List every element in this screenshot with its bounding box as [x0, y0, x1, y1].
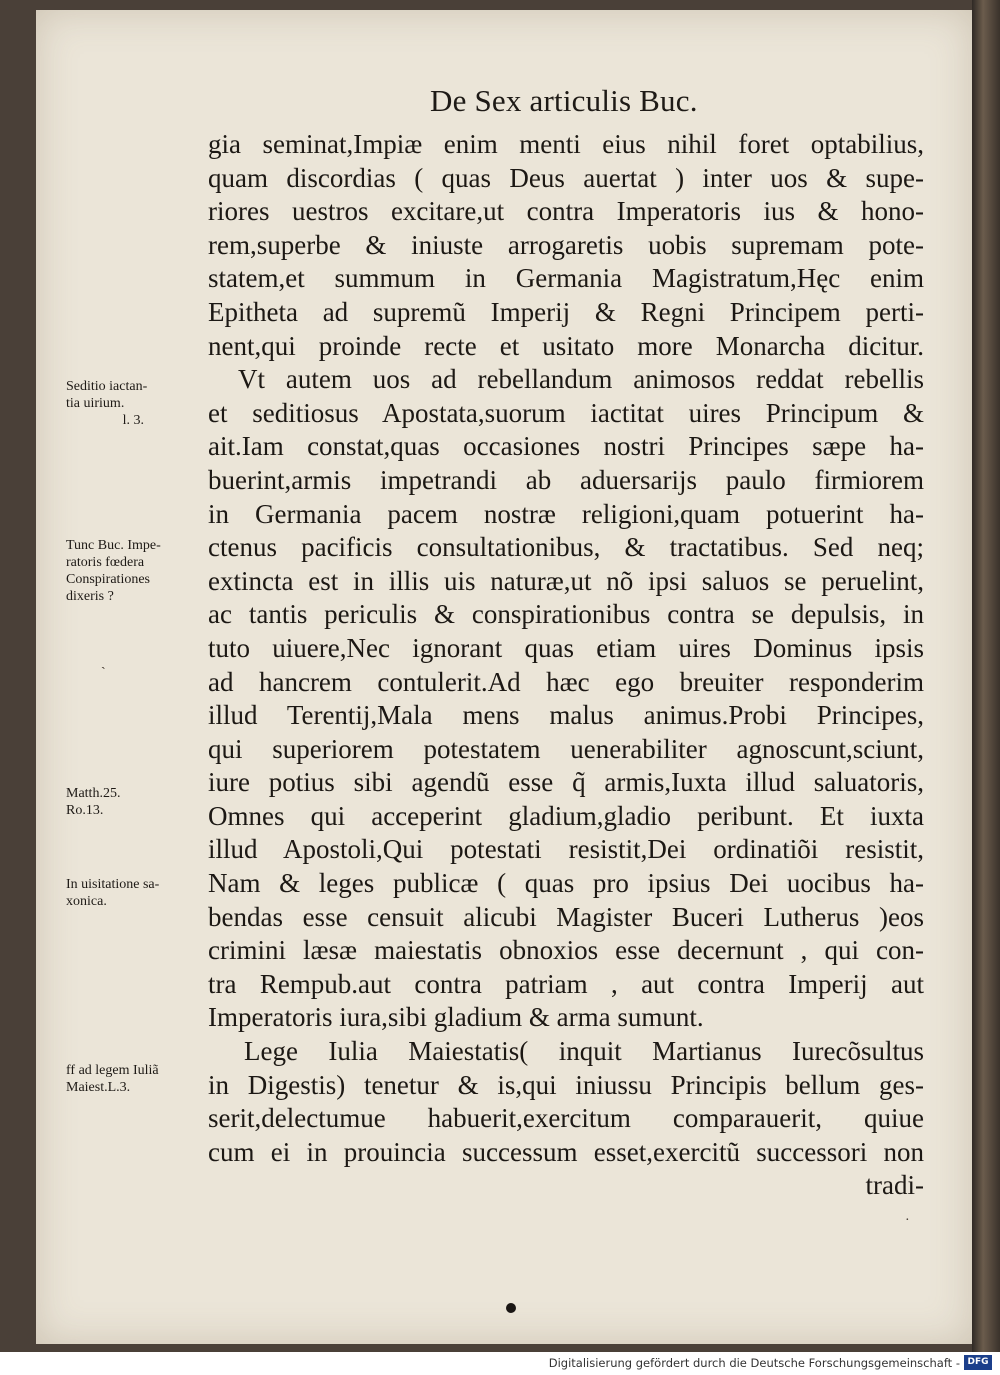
text-line: buerint,armis impetrandi ab aduersarijs paulo firmiorem [208, 464, 924, 495]
text-line: illud Apostoli,Qui potestati resistit,Dei ordinatiõi resistit, [208, 834, 924, 865]
marginal-line: ratoris fœdera [66, 555, 145, 570]
text-line: riores uestros excitare,ut contra Imperatoris ius & hono- [208, 196, 924, 227]
marginal-line: Maiest.L.3. [66, 1080, 131, 1095]
marginal-line: In uisitatione sa- [66, 877, 160, 892]
text-line: ac tantis periculis & conspirationibus contra se depulsis, in [208, 599, 924, 630]
ink-dot [506, 1303, 516, 1313]
running-head: De Sex articulis Buc. [430, 83, 698, 118]
marginal-line: ff ad legem Iuliã [66, 1063, 159, 1078]
marginal-line: Ro.13. [66, 803, 104, 818]
text-line: Omnes qui acceperint gladium,gladio peribunt. Et iuxta [208, 800, 924, 831]
text-line: ait.Iam constat,quas occasiones nostri Principes sæpe ha- [208, 431, 924, 462]
text-line: Epitheta ad supremũ Imperij & Regni Principem perti- [208, 296, 924, 327]
text-line: Lege Iulia Maiestatis( inquit Martianus Iurecõsultus [244, 1036, 924, 1067]
text-line: gia seminat,Impiæ enim menti eius nihil foret optabilius, [208, 129, 924, 159]
marginal-line: Tunc Buc. Impe- [66, 538, 161, 553]
text-line: statem,et summum in Germania Magistratum,Hęc enim [208, 263, 924, 294]
text-line: rem,superbe & iniuste arrogaretis uobis supremam pote- [208, 229, 924, 260]
text-line: tuto uiuere,Nec ignorant quas etiam uires Dominus ipsis [208, 632, 924, 663]
text-line: ad hancrem contulerit.Ad hæc ego breuiter responderim [208, 666, 924, 697]
text-line: extincta est in illis uis naturæ,ut nõ ipsi saluos se peruelint, [208, 565, 924, 596]
footer-bar [0, 1352, 1000, 1375]
marginal-line: xonica. [66, 894, 107, 909]
marginal-line: Seditio iactan- [66, 379, 148, 394]
text-line: et seditiosus Apostata,suorum iactitat uires Principum & [208, 397, 924, 428]
text-line: quam discordias ( quas Deus auertat ) inter uos & supe- [208, 162, 924, 193]
catchword: tradi- [865, 1170, 924, 1201]
text-line: Vt autem uos ad rebellandum animosos reddat rebellis [238, 364, 924, 395]
marginal-line: Conspirationes [66, 572, 150, 587]
text-line: serit,delectumue habuerit,exercitum comparauerit, quiue [208, 1103, 924, 1134]
marginal-note [66, 876, 204, 910]
footer-credit: Digitalisierung gefördert durch die Deutsche Forschungsgemeinschaft - [548, 1356, 960, 1370]
ink-speck: ˏ [101, 655, 106, 670]
text-line: crimini læsæ maiestatis obnoxios esse decernunt , qui con- [208, 935, 924, 966]
marginal-note [66, 537, 204, 605]
text-line: qui superiorem potestatem uenerabiliter agnoscunt,sciunt, [208, 733, 924, 764]
text-line: illud Terentij,Mala mens malus animus.Probi Principes, [208, 700, 924, 731]
dfg-logo: DFG [964, 1355, 992, 1370]
text-line: cum ei in prouincia successum esset,exercitũ successori non [208, 1136, 924, 1167]
text-line: iure potius sibi agendũ esse q̃ armis,Iuxta illud saluatoris, [208, 767, 924, 798]
marginal-line: l. 3. [122, 413, 144, 428]
marginal-note [66, 785, 204, 819]
text-line: Imperatoris iura,sibi gladium & arma sumunt. [208, 1002, 704, 1033]
body-text [208, 128, 924, 1203]
marginal-line: tia uirium. [66, 396, 125, 411]
text-line: nent,qui proinde recte et usitato more Monarcha dicitur. [208, 330, 924, 361]
ink-speck: · [905, 1213, 910, 1228]
text-line: tra Rempub.aut contra patriam , aut contra Imperij aut [208, 968, 924, 999]
marginal-line: dixeris ? [66, 589, 114, 604]
book-edge [972, 0, 1000, 1352]
marginal-line: Matth.25. [66, 786, 121, 801]
marginal-note [66, 1062, 204, 1096]
marginal-note [66, 378, 204, 429]
text-line: in Digestis) tenetur & is,qui iniussu Principis bellum ges- [208, 1069, 924, 1100]
text-line: bendas esse censuit alicubi Magister Buceri Lutherus )eos [208, 901, 924, 932]
text-line: Nam & leges publicæ ( quas pro ipsius Dei uocibus ha- [208, 868, 924, 899]
text-line: ctenus pacificis consultationibus, & tractatibus. Sed neq; [208, 532, 924, 563]
text-line: in Germania pacem nostræ religioni,quam potuerint ha- [208, 498, 924, 529]
